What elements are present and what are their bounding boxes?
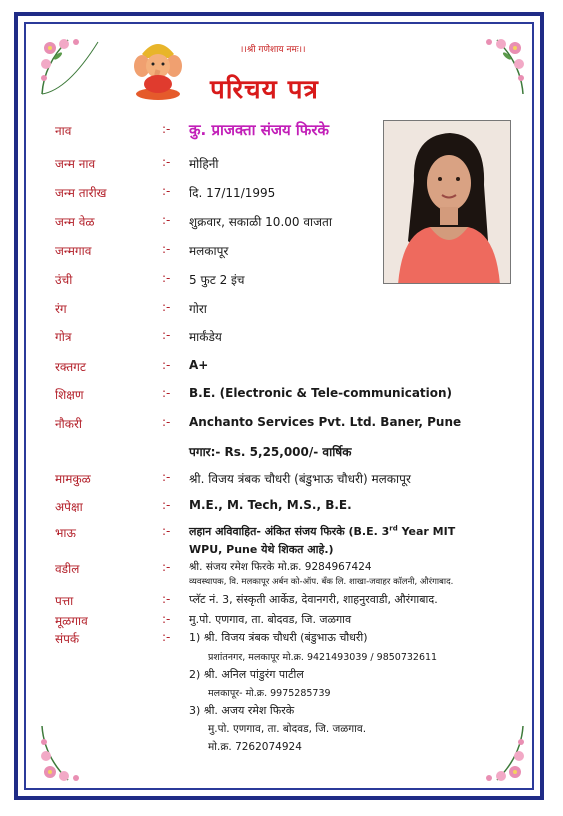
floral-corner-icon — [38, 722, 102, 786]
brother-text: लहान अविवाहित- अंकित संजय फिरके (B.E. 3 — [189, 525, 390, 538]
field-label: मामकुळ — [55, 472, 91, 486]
field-row — [0, 271, 563, 291]
field-row — [0, 592, 563, 612]
separator: :- — [162, 155, 171, 169]
contact-sub: प्रशांतनगर, मलकापूर मो.क्र. 9421493039 / 9850732611 — [208, 652, 438, 663]
field-value: गोरा — [189, 302, 207, 316]
contact-line: 1) श्री. विजय त्रंबक चौधरी (बंडुभाऊ चौधरी) — [189, 631, 368, 644]
field-label: भाऊ — [55, 526, 76, 540]
separator: :- — [162, 592, 171, 606]
field-value: A+ — [189, 358, 209, 372]
field-label: जन्म नाव — [55, 157, 96, 171]
separator: :- — [162, 524, 171, 538]
field-value-salary: पगार:- Rs. 5,25,000/- वार्षिक — [189, 445, 352, 459]
field-row-father — [0, 560, 563, 590]
field-value: मलकापूर — [189, 244, 229, 258]
field-label: रंग — [55, 302, 67, 316]
floral-corner-icon — [38, 34, 102, 98]
field-value: मार्कंडेय — [189, 330, 222, 344]
field-label: अपेक्षा — [55, 500, 83, 514]
field-row-brother — [0, 524, 563, 560]
field-label: पत्ता — [55, 594, 74, 608]
separator: :- — [162, 300, 171, 314]
contact-line: 3) श्री. अजय रमेश फिरके — [189, 704, 295, 717]
separator: :- — [162, 560, 171, 574]
field-value: शुक्रवार, सकाळी 10.00 वाजता — [189, 215, 332, 229]
invocation-text: ।।श्री गणेशाय नमः।। — [240, 45, 306, 55]
field-label: वडील — [55, 562, 80, 576]
field-row — [0, 612, 563, 632]
contact-sub: मु.पो. एणगाव, ता. बोदवड, जि. जळगाव. — [208, 723, 367, 735]
field-row — [0, 155, 563, 175]
field-label: जन्म वेळ — [55, 215, 95, 229]
field-label: संपर्क — [55, 632, 80, 646]
field-label: नाव — [55, 124, 72, 138]
field-note: व्यवस्थापक, वि. मलकापूर अर्बन को-ऑप. बँक लि. शाखा-जवाहर कॉलनी, औरंगाबाद. — [189, 577, 454, 587]
field-value-name: कु. प्राजक्ता संजय फिरके — [189, 121, 329, 139]
field-row-name — [0, 122, 563, 142]
ganesha-icon — [132, 36, 184, 102]
separator: :- — [162, 630, 171, 644]
field-value: मु.पो. एणगाव, ता. बोदवड, जि. जळगाव — [189, 613, 352, 626]
field-label: उंची — [55, 273, 73, 287]
field-value: दि. 17/11/1995 — [189, 186, 276, 200]
field-label: मूळगाव — [55, 614, 88, 628]
separator: :- — [162, 122, 171, 136]
contact-sub: मलकापूर- मो.क्र. 9975285739 — [208, 688, 331, 699]
field-row — [0, 242, 563, 262]
separator: :- — [162, 386, 171, 400]
field-value — [189, 524, 455, 539]
field-value: प्लॅट नं. 3, संस्कृती आर्केड, देवानगरी, शाहनुरवाडी, औरंगाबाद. — [189, 593, 438, 606]
separator: :- — [162, 213, 171, 227]
field-label: गोत्र — [55, 330, 72, 344]
field-value: M.E., M. Tech, M.S., B.E. — [189, 498, 352, 512]
field-row — [0, 213, 563, 233]
field-row — [0, 498, 563, 518]
field-label: रक्तगट — [55, 360, 86, 374]
field-label: नौकरी — [55, 417, 83, 431]
field-value: मोहिनी — [189, 157, 219, 171]
field-row-salary — [0, 443, 563, 463]
field-label: शिक्षण — [55, 388, 84, 402]
field-label: जन्मगाव — [55, 244, 92, 258]
separator: :- — [162, 612, 171, 626]
field-value: 5 फुट 2 इंच — [189, 273, 245, 287]
separator: :- — [162, 242, 171, 256]
field-row — [0, 328, 563, 348]
separator: :- — [162, 358, 171, 372]
document-title: परिचय पत्र — [210, 75, 319, 105]
floral-corner-icon — [463, 722, 527, 786]
field-label: जन्म तारीख — [55, 186, 107, 200]
contact-sub: मो.क्र. 7262074924 — [208, 741, 302, 753]
separator: :- — [162, 328, 171, 342]
field-row — [0, 358, 563, 378]
field-row — [0, 300, 563, 320]
field-row — [0, 184, 563, 204]
separator: :- — [162, 184, 171, 198]
separator: :- — [162, 271, 171, 285]
field-value-continued: WPU, Pune येथे शिकत आहे.) — [189, 543, 334, 556]
separator: :- — [162, 415, 171, 429]
field-value: B.E. (Electronic & Tele-communication) — [189, 386, 453, 400]
brother-text-tail: Year MIT — [397, 525, 456, 538]
field-row — [0, 386, 563, 406]
separator: :- — [162, 470, 171, 484]
field-row — [0, 415, 563, 435]
field-row — [0, 470, 563, 490]
separator: :- — [162, 498, 171, 512]
field-value: श्री. विजय त्रंबक चौधरी (बंडुभाऊ चौधरी) मलकापूर — [189, 472, 411, 486]
field-value: Anchanto Services Pvt. Ltd. Baner, Pune — [189, 415, 462, 429]
contact-line: 2) श्री. अनिल पांडुरंग पाटील — [189, 668, 304, 681]
floral-corner-icon — [463, 34, 527, 98]
field-value: श्री. संजय रमेश फिरके मो.क्र. 9284967424 — [189, 561, 372, 573]
superscript: rd — [389, 524, 398, 533]
